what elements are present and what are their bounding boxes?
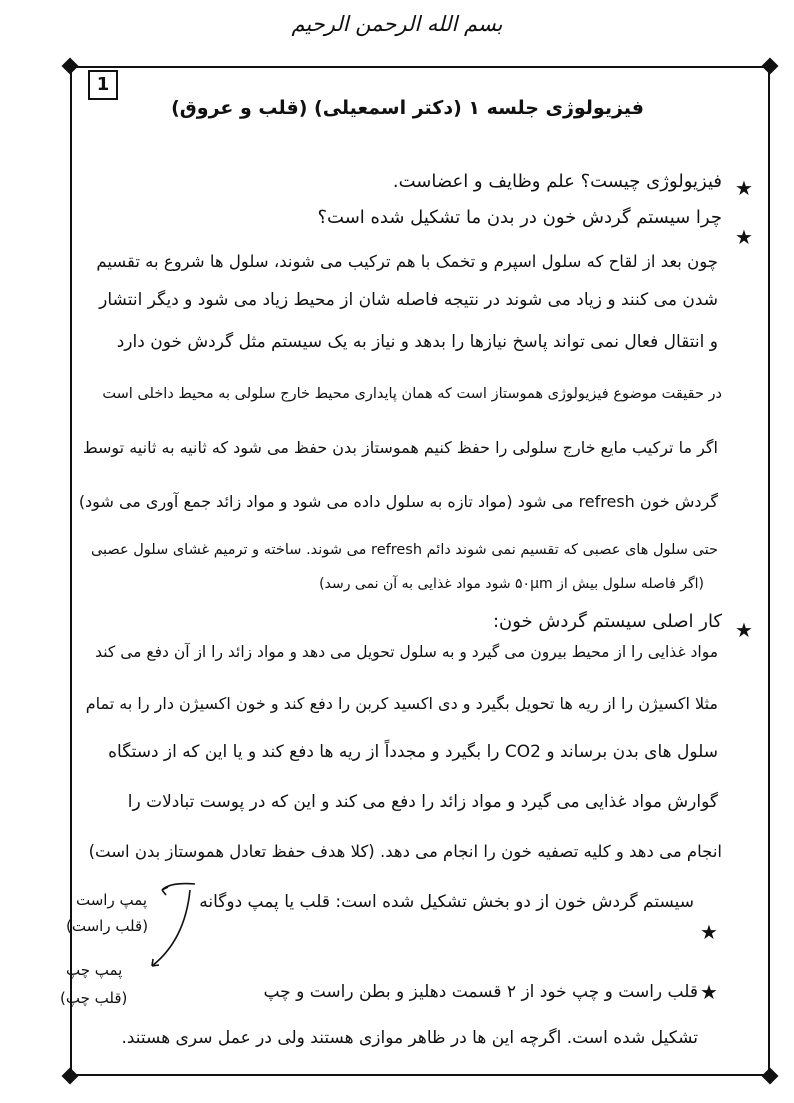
- paragraph-line: در حقیقت موضوع فیزیولوژی هموستاز است که همان پایداری محیط خارج سلولی به محیط داخلی است: [102, 386, 722, 402]
- page-title: فیزیولوژی جلسه ۱ (دکتر اسمعیلی) (قلب و عروق): [171, 97, 644, 119]
- paragraph-line: سلول های بدن برساند و CO2 را بگیرد و مجدداً از ریه ها دفع کند و یا این که از دستگاه: [108, 742, 718, 762]
- paragraph-line: شدن می کنند و زیاد می شوند در نتیجه فاصله شان از محیط زیاد می شود و دیگر انتشار: [99, 290, 718, 310]
- star-bullet-icon: ★: [700, 980, 718, 1004]
- paragraph-line: حتی سلول های عصبی که تقسیم نمی شوند دائم refresh می شوند. ساخته و ترمیم غشای سلول عصبی: [90, 542, 718, 558]
- paragraph-line: انجام می دهد و کلیه تصفیه خون را انجام می دهد. (کلا هدف حفظ تعادل هموستاز بدن است): [88, 842, 722, 861]
- star-bullet-icon: ★: [700, 920, 718, 944]
- star-bullet-icon: ★: [735, 618, 753, 642]
- note-line: (اگر فاصله سلول بیش از ۵۰μm شود مواد غذایی به آن نمی رسد): [319, 576, 704, 592]
- section-main-function: کار اصلی سیستم گردش خون:: [492, 611, 722, 632]
- page-number-box: 1: [88, 70, 118, 100]
- line-why-circulation: چرا سیستم گردش خون در بدن ما تشکیل شده است؟: [317, 207, 722, 228]
- paragraph-line: تشکیل شده است. اگرچه این ها در ظاهر موازی هستند ولی در عمل سری هستند.: [121, 1028, 698, 1048]
- paragraph-line: مثلا اکسیژن را از ریه ها تحویل بگیرد و دی اکسید کربن را دفع کند و خون اکسیژن دار را به تمام: [85, 694, 718, 713]
- line-physiology-definition: فیزیولوژی چیست؟ علم وظایف و اعضاست.: [392, 171, 722, 192]
- paragraph-line: چون بعد از لقاح که سلول اسپرم و تخمک با هم ترکیب می شوند، سلول ها شروع به تقسیم: [96, 252, 718, 271]
- bismillah-heading: بسم الله الرحمن الرحیم: [291, 12, 503, 36]
- paragraph-line: و انتقال فعال نمی تواند پاسخ نیازها را بدهد و نیاز به یک سیستم مثل گردش خون دارد: [116, 332, 718, 352]
- paragraph-line: قلب راست و چپ خود از ۲ قسمت دهلیز و بطن راست و چپ: [263, 982, 698, 1002]
- paragraph-line: اگر ما ترکیب مایع خارج سلولی را حفظ کنیم هموستاز بدن حفظ می شود که ثانیه به ثانیه توسط: [82, 438, 718, 457]
- branch-arrow-icon: [140, 880, 200, 980]
- paragraph-line: مواد غذایی را از محیط بیرون می گیرد و به سلول تحویل می دهد و مواد زائد را از آن دفع می کند: [95, 643, 718, 661]
- label-right-pump: پمپ راست: [76, 891, 148, 909]
- label-right-heart: (قلب راست): [66, 917, 149, 935]
- label-left-heart: (قلب چپ): [60, 989, 128, 1007]
- paragraph-line: گردش خون refresh می شود (مواد تازه به سلول داده می شود و مواد زائد جمع آوری می شود): [78, 492, 718, 511]
- star-bullet-icon: ★: [735, 176, 753, 200]
- paragraph-line: گوارش مواد غذایی می گیرد و مواد زائد را دفع می کند و این که در پوست تبادلات را: [127, 792, 718, 812]
- line-two-parts: سیستم گردش خون از دو بخش تشکیل شده است: قلب یا پمپ دوگانه: [199, 892, 694, 912]
- label-left-pump: پمپ چپ: [66, 961, 123, 979]
- star-bullet-icon: ★: [735, 225, 753, 249]
